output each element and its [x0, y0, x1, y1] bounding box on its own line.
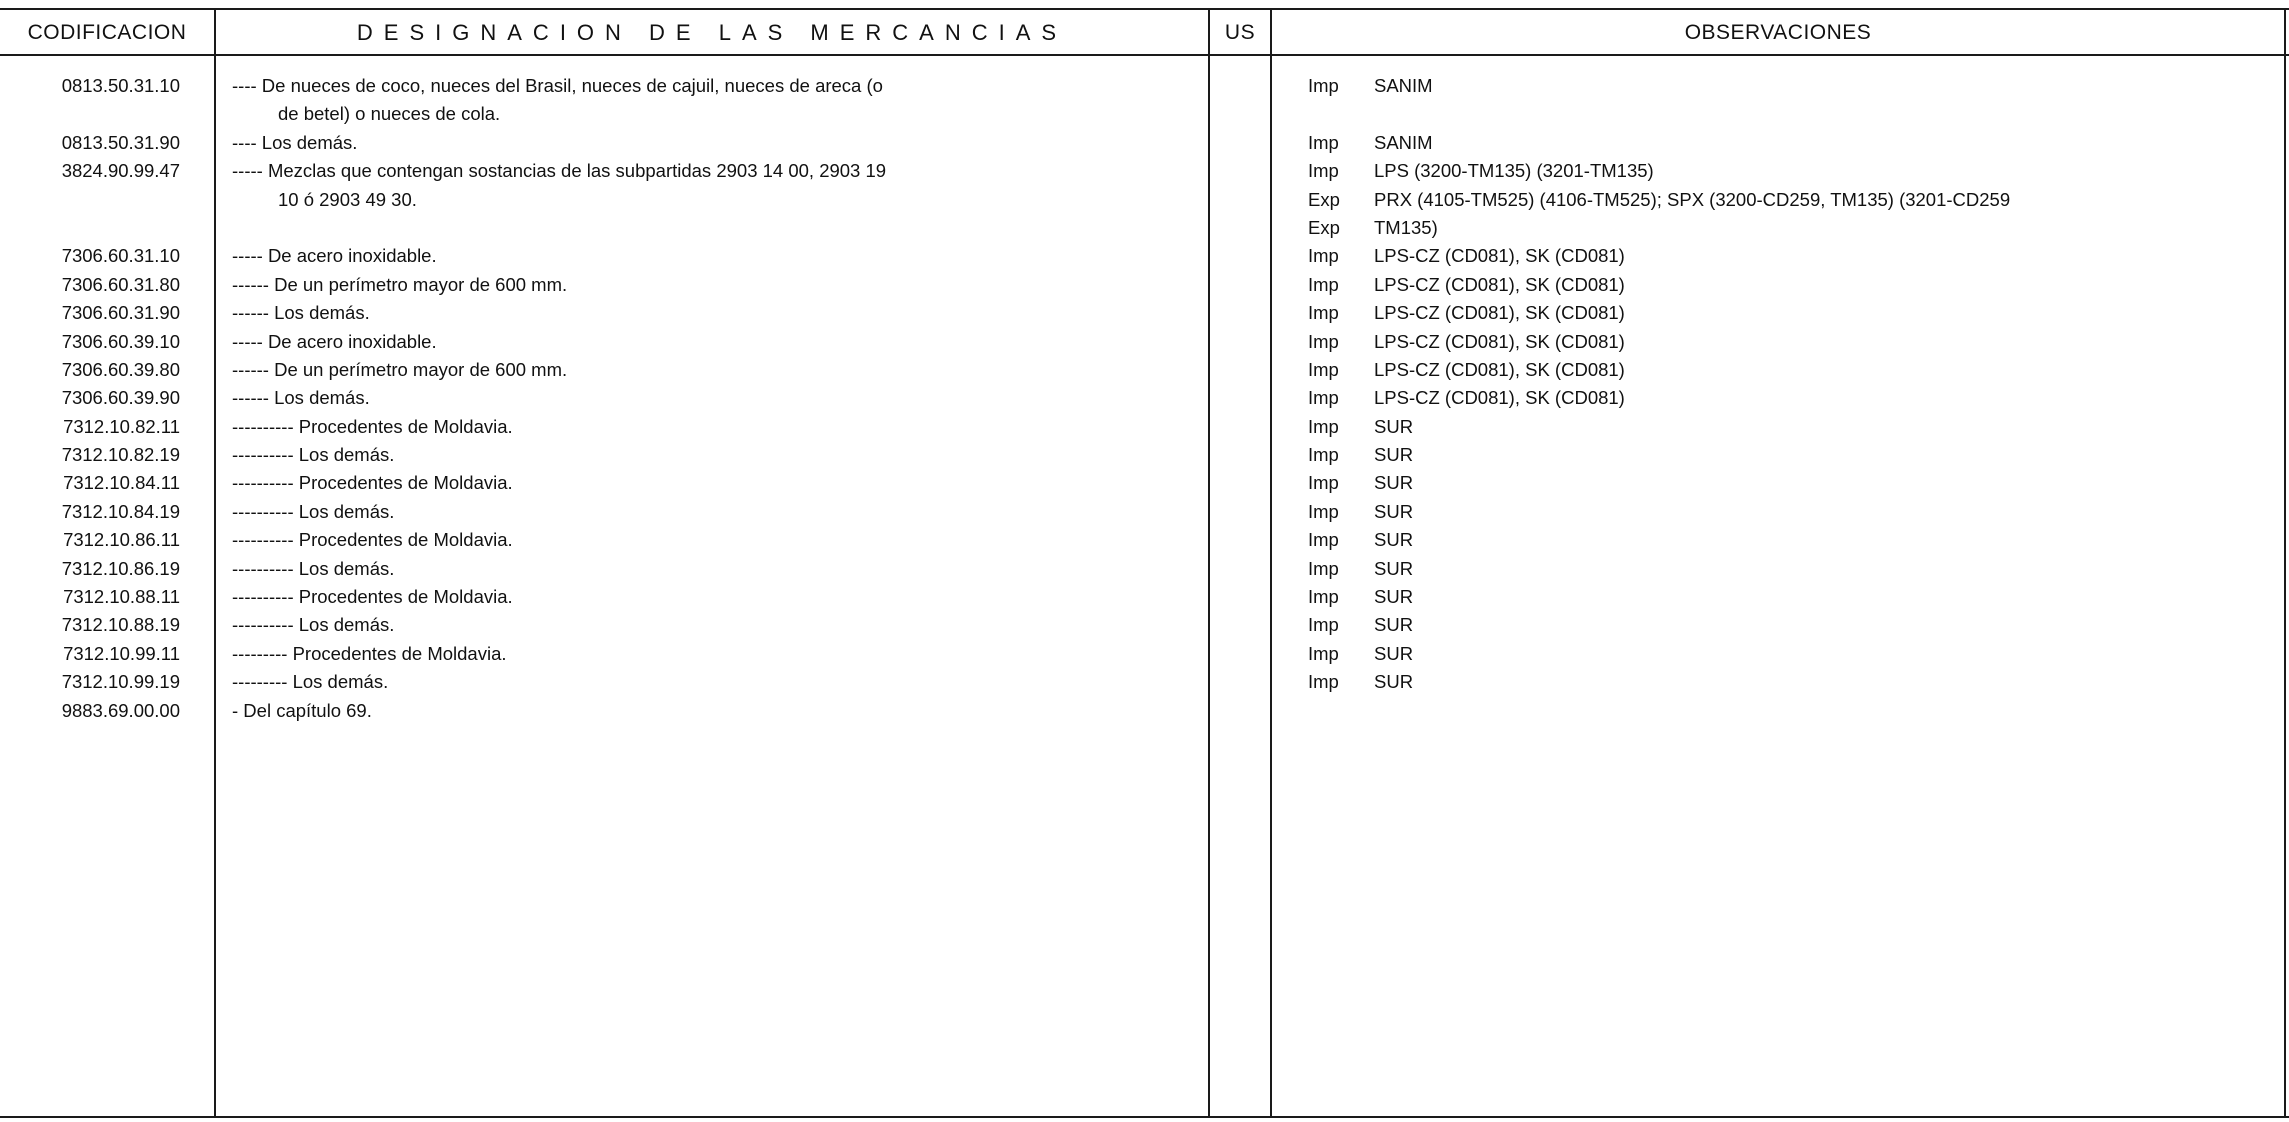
observation-type-cell: Imp: [1308, 245, 1339, 267]
observation-type-cell: Imp: [1308, 586, 1339, 608]
column-divider-designation: [1208, 8, 1210, 1118]
designation-cell: ---- Los demás.: [232, 131, 358, 153]
observation-text-cell: LPS-CZ (CD081), SK (CD081): [1374, 387, 1625, 409]
code-cell: 7306.60.31.10: [61, 245, 180, 267]
designation-cell: ---------- Procedentes de Moldavia.: [232, 472, 513, 494]
code-cell: 9883.69.00.00: [61, 699, 180, 721]
codification-column: [20, 72, 180, 725]
observation-text-cell: SUR: [1374, 529, 1414, 551]
observation-type-cell: Imp: [1308, 472, 1339, 494]
observation-text-cell: SANIM: [1374, 75, 1433, 96]
observation-type-cell: Imp: [1308, 358, 1339, 380]
column-divider-code: [214, 8, 216, 1118]
observation-type-cell: Exp: [1308, 216, 1340, 238]
observation-text-cell: LPS (3200-TM135) (3201-TM135): [1374, 160, 1654, 182]
designation-cell: ---------- Los demás.: [232, 557, 395, 579]
designation-cell: --------- Los demás.: [232, 671, 389, 693]
observation-text-cell: SUR: [1374, 671, 1414, 693]
code-cell: 7306.60.31.80: [61, 273, 180, 295]
designation-cell: ------ Los demás.: [232, 387, 370, 409]
observation-text-cell: SUR: [1374, 444, 1414, 466]
observation-text-cell: LPS-CZ (CD081), SK (CD081): [1374, 273, 1625, 295]
code-cell: [20, 100, 180, 128]
designation-cell: ---- De nueces de coco, nueces del Brasil, nueces de cajuil, nueces de areca (o: [232, 75, 883, 96]
observation-type-cell: Imp: [1308, 131, 1339, 153]
code-cell: 7312.10.88.19: [61, 614, 180, 636]
header-codificacion: CODIFICACION: [27, 21, 187, 44]
code-cell: 0813.50.31.90: [61, 131, 180, 153]
code-cell: 7312.10.84.11: [63, 472, 180, 494]
table-bottom-rule: [0, 1116, 2289, 1118]
column-divider-right-edge: [2284, 8, 2286, 1118]
header-designacion: DESIGNACION DE LAS MERCANCIAS: [356, 20, 1068, 45]
observation-type-cell: Imp: [1308, 642, 1339, 664]
observation-text-cell: SUR: [1374, 500, 1414, 522]
code-cell: 7306.60.39.80: [61, 358, 180, 380]
observation-text-cell: SUR: [1374, 415, 1414, 437]
observation-text-cell: SANIM: [1374, 131, 1433, 153]
header-observaciones: OBSERVACIONES: [1684, 21, 1872, 44]
designation-cell: ---------- Los demás.: [232, 444, 395, 466]
observation-type-cell: Imp: [1308, 75, 1339, 96]
designation-cell: ------ De un perímetro mayor de 600 mm.: [232, 273, 568, 295]
code-cell: 7312.10.84.19: [61, 500, 180, 522]
designation-cell: ---------- Procedentes de Moldavia.: [232, 586, 513, 608]
observation-text-cell: LPS-CZ (CD081), SK (CD081): [1374, 245, 1625, 267]
designation-cell: ------ De un perímetro mayor de 600 mm.: [232, 358, 568, 380]
column-divider-us: [1270, 8, 1272, 1118]
header-bottom-rule: [0, 54, 2289, 56]
observation-type-cell: Imp: [1308, 671, 1339, 693]
observation-text-cell: LPS-CZ (CD081), SK (CD081): [1374, 302, 1625, 324]
observation-type-cell: Imp: [1308, 415, 1339, 437]
header-top-rule: [0, 8, 2289, 10]
observation-type-cell: Imp: [1308, 387, 1339, 409]
observation-text-cell: TM135): [1374, 216, 1438, 238]
observation-type-cell: Imp: [1308, 614, 1339, 636]
designation-cell: ----- De acero inoxidable.: [232, 245, 437, 267]
code-cell: 7312.10.86.19: [61, 557, 180, 579]
code-cell: 7306.60.31.90: [61, 302, 180, 324]
code-cell: 0813.50.31.10: [61, 75, 180, 96]
observation-text-column: [1374, 72, 2254, 697]
observation-type-cell: Imp: [1308, 529, 1339, 551]
observation-type-column: [1308, 72, 1358, 697]
header-us: US: [1224, 21, 1256, 44]
observation-type-cell: Imp: [1308, 330, 1339, 352]
observation-text-cell: SUR: [1374, 557, 1414, 579]
designation-cell: ---------- Procedentes de Moldavia.: [232, 529, 513, 551]
designation-cell: ---------- Los demás.: [232, 614, 395, 636]
observation-type-cell: Imp: [1308, 302, 1339, 324]
code-cell: 7312.10.82.11: [63, 415, 180, 437]
designation-cell: ------ Los demás.: [232, 302, 370, 324]
observation-text-cell: [1374, 100, 2254, 128]
designation-cell: 10 ó 2903 49 30.: [278, 188, 417, 210]
designation-column: [232, 72, 1032, 725]
observation-text-cell: SUR: [1374, 642, 1414, 664]
observation-text-cell: LPS-CZ (CD081), SK (CD081): [1374, 358, 1625, 380]
code-cell: [20, 214, 180, 242]
observation-type-cell: Imp: [1308, 500, 1339, 522]
code-cell: 7312.10.99.19: [61, 671, 180, 693]
code-cell: 7306.60.39.90: [61, 387, 180, 409]
code-cell: 7312.10.88.11: [63, 586, 180, 608]
observation-type-cell: [1308, 100, 1358, 128]
code-cell: [20, 186, 180, 214]
code-cell: 7312.10.86.11: [63, 529, 180, 551]
observation-text-cell: SUR: [1374, 614, 1414, 636]
observation-type-cell: Imp: [1308, 273, 1339, 295]
observation-text-cell: SUR: [1374, 472, 1414, 494]
designation-cell: - Del capítulo 69.: [232, 699, 372, 721]
observation-text-cell: LPS-CZ (CD081), SK (CD081): [1374, 330, 1625, 352]
observation-text-cell: SUR: [1374, 586, 1414, 608]
observation-type-cell: Exp: [1308, 188, 1340, 210]
designation-cell: ---------- Los demás.: [232, 500, 395, 522]
code-cell: 7312.10.82.19: [61, 444, 180, 466]
designation-cell: ----- De acero inoxidable.: [232, 330, 437, 352]
designation-cell: de betel) o nueces de cola.: [278, 103, 501, 125]
designation-cell: [232, 214, 1032, 242]
code-cell: 7306.60.39.10: [61, 330, 180, 352]
designation-cell: ----- Mezclas que contengan sostancias de las subpartidas 2903 14 00, 2903 19: [232, 160, 887, 182]
observation-text-cell: PRX (4105-TM525) (4106-TM525); SPX (3200-CD259, TM135) (3201-CD259: [1374, 188, 2011, 210]
observation-type-cell: Imp: [1308, 444, 1339, 466]
code-cell: 3824.90.99.47: [61, 160, 180, 182]
observation-type-cell: Imp: [1308, 160, 1339, 182]
designation-cell: --------- Procedentes de Moldavia.: [232, 642, 507, 664]
designation-cell: ---------- Procedentes de Moldavia.: [232, 415, 513, 437]
code-cell: 7312.10.99.11: [63, 642, 180, 664]
observation-type-cell: Imp: [1308, 557, 1339, 579]
